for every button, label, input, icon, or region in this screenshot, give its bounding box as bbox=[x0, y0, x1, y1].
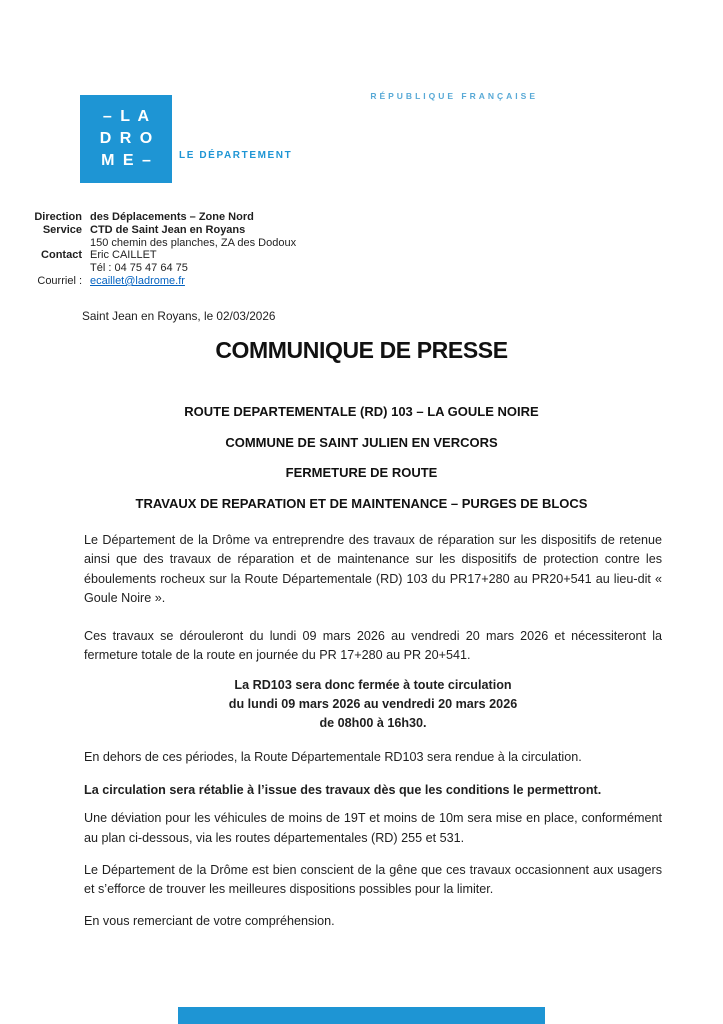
contact-value: Tél : 04 75 47 64 75 bbox=[90, 262, 188, 275]
paragraph-works-description: Le Département de la Drôme va entreprendre des travaux de réparation sur les dispositifs de retenue ainsi que des travaux de réparation et de maintenance sur les dispositifs de protection contre les éboulements rocheux sur la Route Départementale (RD) 103 du PR17+280 au PR20+541 au lieu-dit « Goule Noire ». bbox=[84, 533, 662, 605]
paragraph-restoration-bold: La circulation sera rétablie à l’issue des travaux dès que les conditions le permettront. bbox=[84, 782, 602, 797]
logo-line-2: D R O bbox=[99, 130, 155, 147]
contact-row-service bbox=[28, 224, 296, 237]
logo-line-3: M E – bbox=[101, 152, 153, 169]
page-title: COMMUNIQUE DE PRESSE bbox=[215, 337, 508, 363]
footer-blue-bar bbox=[178, 1007, 545, 1024]
contact-value: des Déplacements – Zone Nord bbox=[90, 211, 254, 223]
departement-tagline: LE DÉPARTEMENT bbox=[179, 150, 293, 161]
paragraph-reopening: En dehors de ces périodes, la Route Départementale RD103 sera rendue à la circulation. bbox=[84, 749, 582, 764]
closure-notice-line-3: de 08h00 à 16h30. bbox=[319, 716, 427, 731]
body-text bbox=[84, 531, 662, 932]
contact-block bbox=[28, 211, 296, 288]
subtitle-closure: FERMETURE DE ROUTE bbox=[285, 465, 438, 480]
closure-notice-line-1: La RD103 sera donc fermée à toute circulation bbox=[234, 677, 512, 692]
contact-value: Eric CAILLET bbox=[90, 249, 157, 262]
subtitle-works: TRAVAUX DE REPARATION ET DE MAINTENANCE – PURGES DE BLOCS bbox=[135, 495, 588, 511]
contact-row-direction bbox=[28, 211, 296, 224]
contact-label bbox=[28, 262, 82, 275]
closure-notice-line-2: du lundi 09 mars 2026 au vendredi 20 mars 2026 bbox=[228, 697, 518, 712]
contact-value: CTD de Saint Jean en Royans bbox=[90, 223, 246, 236]
subtitle-commune: COMMUNE DE SAINT JULIEN EN VERCORS bbox=[225, 434, 498, 450]
contact-label: Direction bbox=[34, 211, 82, 223]
ladrome-logo bbox=[80, 95, 172, 183]
contact-label: Service bbox=[42, 223, 82, 236]
dateline: Saint Jean en Royans, le 02/03/2026 bbox=[82, 309, 276, 323]
paragraph-dates: Ces travaux se dérouleront du lundi 09 mars 2026 au vendredi 20 mars 2026 et nécessiteront la fermeture totale de la route en journée du PR 17+280 au PR 20+541. bbox=[84, 629, 662, 663]
contact-label bbox=[28, 237, 82, 250]
republique-francaise-label: RÉPUBLIQUE FRANÇAISE bbox=[370, 91, 538, 101]
contact-label: Courriel : bbox=[37, 274, 82, 287]
paragraph-apology: Le Département de la Drôme est bien conscient de la gêne que ces travaux occasionnent aux usagers et s’efforce de trouver les meilleures dispositions possibles pour la limiter. bbox=[84, 862, 662, 897]
subtitle-block bbox=[0, 404, 723, 526]
contact-row-contact bbox=[28, 249, 296, 262]
contact-row-address bbox=[28, 237, 296, 250]
contact-row-phone bbox=[28, 262, 296, 275]
subtitle-road: ROUTE DEPARTEMENTALE (RD) 103 – LA GOULE NOIRE bbox=[184, 404, 539, 419]
contact-row-email bbox=[28, 275, 296, 288]
logo-line-1: – L A bbox=[102, 108, 152, 125]
contact-label: Contact bbox=[41, 249, 82, 262]
contact-value: 150 chemin des planches, ZA des Dodoux bbox=[90, 236, 297, 249]
closure-notice bbox=[84, 676, 662, 734]
paragraph-deviation: Une déviation pour les véhicules de moins de 19T et moins de 10m sera mise en place, conformément au plan ci-dessous, via les routes départementales (RD) 255 et 531. bbox=[84, 811, 662, 845]
paragraph-thanks: En vous remerciant de votre compréhension. bbox=[84, 914, 335, 929]
email-link[interactable]: ecaillet@ladrome.fr bbox=[90, 274, 185, 287]
